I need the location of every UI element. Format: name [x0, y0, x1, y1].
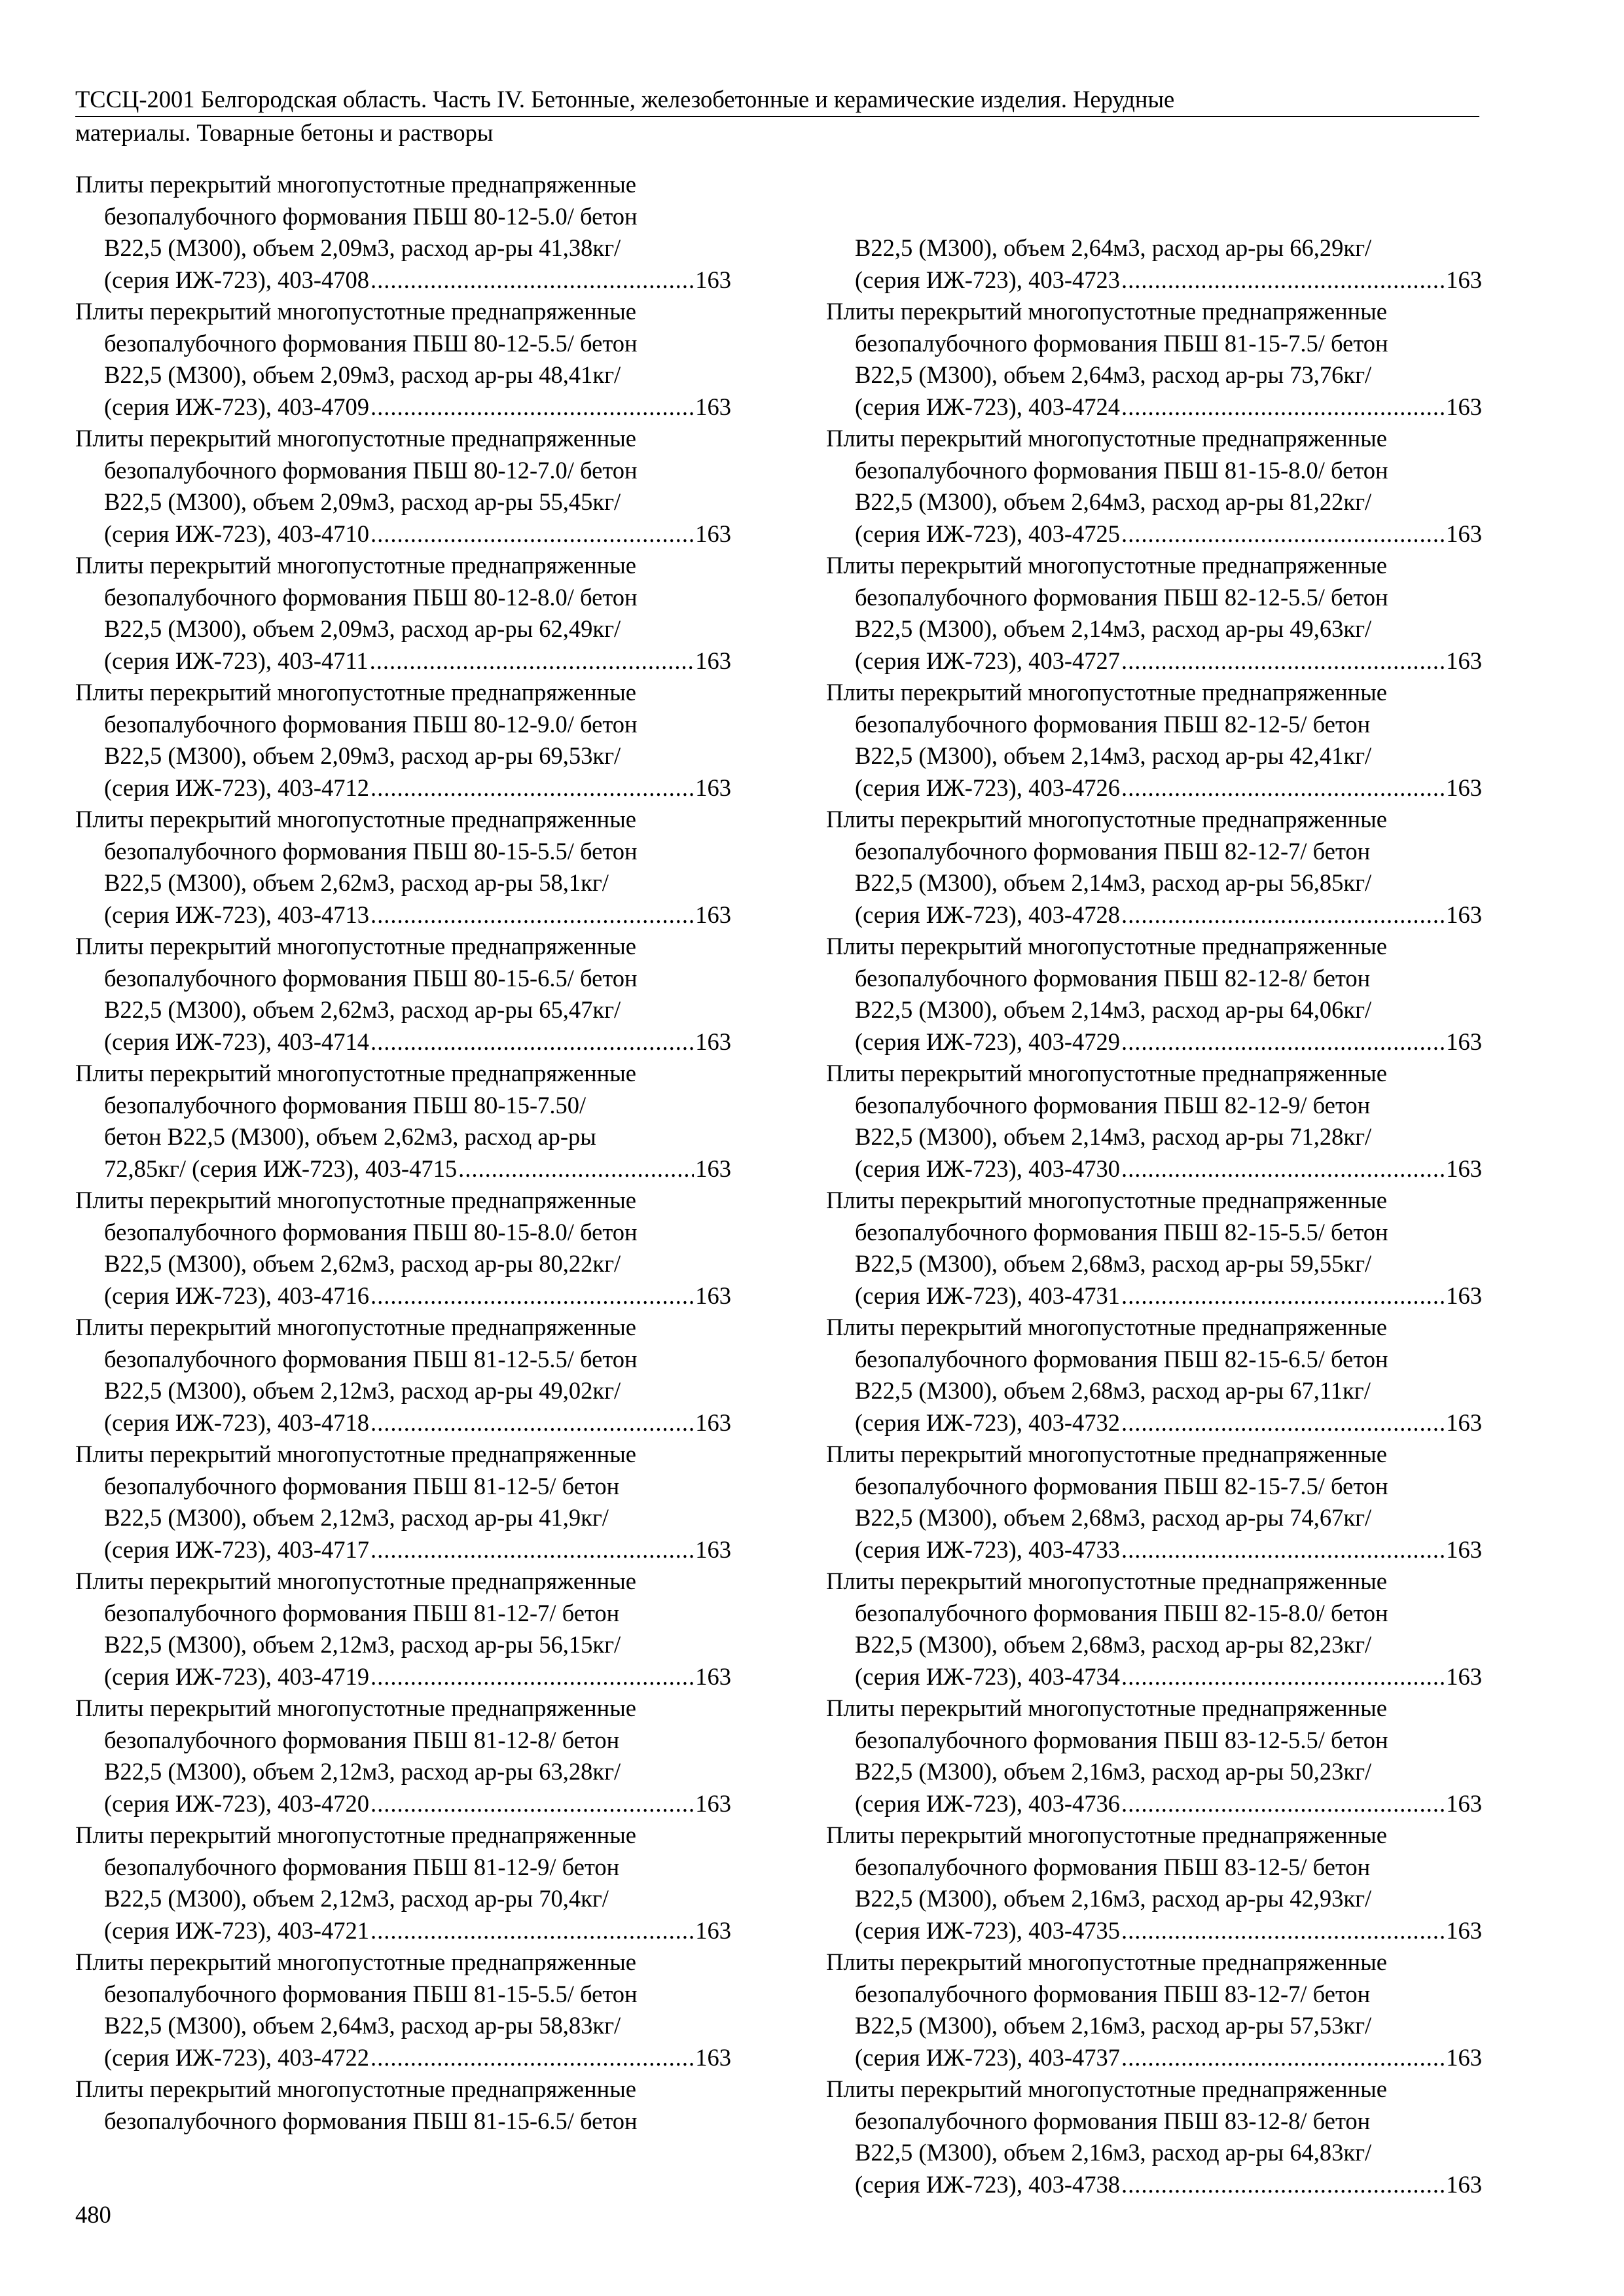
entry-code: (серия ИЖ-723), 403-4732: [855, 1408, 1120, 1436]
entry-last-line: [826, 899, 1482, 931]
entry-last-line: [75, 1788, 731, 1820]
index-entry: [75, 1439, 731, 1566]
entry-code: (серия ИЖ-723), 403-4733: [855, 1535, 1120, 1563]
entry-line: В22,5 (М300), объем 2,16м3, расход ар-ры 64,83кг/: [855, 2139, 1372, 2166]
entry-line: Плиты перекрытий многопустотные преднапряженные: [75, 679, 636, 706]
entry-line: Плиты перекрытий многопустотные преднапряженные: [826, 1948, 1387, 1975]
entry-page-ref: 163: [1446, 2170, 1482, 2198]
dot-leader: [1121, 1280, 1445, 1312]
entry-page-ref: 163: [695, 266, 731, 293]
entry-page-ref: 163: [1446, 901, 1482, 928]
dot-leader: [1121, 1788, 1445, 1820]
entry-line: безопалубочного формования ПБШ 82-12-9/ бетон: [855, 1091, 1371, 1119]
entry-line: Плиты перекрытий многопустотные преднапряженные: [75, 933, 636, 960]
entry-last-line: [75, 899, 731, 931]
entry-line: В22,5 (М300), объем 2,09м3, расход ар-ры 41,38кг/: [104, 234, 621, 261]
index-entry: [75, 1185, 731, 1312]
dot-leader: [1121, 1026, 1445, 1058]
index-entry: [826, 1820, 1482, 1946]
entry-code: (серия ИЖ-723), 403-4712: [104, 774, 369, 801]
entry-line: Плиты перекрытий многопустотные преднапряженные: [826, 1060, 1387, 1086]
entry-page-ref: 163: [695, 1408, 731, 1436]
entry-line: В22,5 (М300), объем 2,12м3, расход ар-ры 63,28кг/: [104, 1758, 621, 1785]
entry-last-line: [826, 1788, 1482, 1820]
running-header-line-1: ТССЦ-2001 Белгородская область. Часть IV. Бетонные, железобетонные и керамические изделия. Нерудные: [75, 86, 1175, 113]
entry-line: Плиты перекрытий многопустотные преднапряженные: [826, 552, 1387, 579]
entry-line: Плиты перекрытий многопустотные преднапряженные: [75, 1948, 636, 1975]
entry-code: 72,85кг/ (серия ИЖ-723), 403-4715: [104, 1155, 458, 1182]
entry-code: (серия ИЖ-723), 403-4723: [855, 266, 1120, 293]
entry-line: безопалубочного формования ПБШ 81-12-5/ бетон: [104, 1472, 620, 1499]
entry-line: В22,5 (М300), объем 2,12м3, расход ар-ры 56,15кг/: [104, 1631, 621, 1658]
entry-line: безопалубочного формования ПБШ 80-15-8.0/ бетон: [104, 1218, 638, 1246]
entry-last-line: [826, 772, 1482, 804]
entry-line: Плиты перекрытий многопустотные преднапряженные: [826, 298, 1387, 325]
index-entry: [826, 931, 1482, 1058]
dot-leader: [370, 518, 694, 550]
index-entry: [75, 1693, 731, 1820]
entry-page-ref: 163: [695, 647, 731, 674]
entry-line: Плиты перекрытий многопустотные преднапряженные: [75, 806, 636, 833]
entry-page-ref: 163: [1446, 266, 1482, 293]
index-entry: [826, 1312, 1482, 1439]
entry-line: Плиты перекрытий многопустотные преднапряженные: [75, 1187, 636, 1213]
entry-line: Плиты перекрытий многопустотные преднапряженные: [826, 1441, 1387, 1467]
entry-last-line: [75, 1026, 731, 1058]
entry-last-line: [75, 645, 731, 677]
entry-line: Плиты перекрытий многопустотные преднапряженные: [826, 1695, 1387, 1721]
entry-page-ref: 163: [1446, 1028, 1482, 1055]
entry-page-ref: 163: [695, 393, 731, 420]
index-entry: [75, 1058, 731, 1185]
index-column-left: [75, 169, 731, 2137]
entry-last-line: [826, 1026, 1482, 1058]
entry-line: В22,5 (М300), объем 2,14м3, расход ар-ры 42,41кг/: [855, 742, 1372, 769]
entry-page-ref: 163: [695, 901, 731, 928]
entry-page-ref: 163: [695, 1282, 731, 1309]
entry-line: В22,5 (М300), объем 2,09м3, расход ар-ры 55,45кг/: [104, 488, 621, 515]
index-column-right: [826, 169, 1482, 2200]
entry-last-line: [826, 391, 1482, 423]
entry-line: В22,5 (М300), объем 2,68м3, расход ар-ры 82,23кг/: [855, 1631, 1372, 1658]
entry-page-ref: 163: [1446, 393, 1482, 420]
index-entry: [826, 1185, 1482, 1312]
dot-leader: [370, 772, 694, 804]
dot-leader: [370, 1407, 694, 1439]
dot-leader: [370, 1788, 694, 1820]
dot-leader: [1121, 899, 1445, 931]
index-entry: [75, 804, 731, 931]
entry-line: безопалубочного формования ПБШ 81-15-7.5/ бетон: [855, 329, 1388, 357]
entry-line: Плиты перекрытий многопустотные преднапряженные: [826, 806, 1387, 833]
index-entry: [75, 169, 731, 296]
entry-line: В22,5 (М300), объем 2,14м3, расход ар-ры 56,85кг/: [855, 869, 1372, 896]
dot-leader: [370, 391, 694, 423]
entry-code: (серия ИЖ-723), 403-4713: [104, 901, 369, 928]
running-header-line-2: материалы. Товарные бетоны и растворы: [75, 119, 494, 146]
entry-line: Плиты перекрытий многопустотные преднапряженные: [826, 1821, 1387, 1848]
entry-line: безопалубочного формования ПБШ 80-12-5.5/ бетон: [104, 329, 638, 357]
dot-leader: [370, 1534, 694, 1566]
entry-line: Плиты перекрытий многопустотные преднапряженные: [75, 1060, 636, 1086]
entry-line: безопалубочного формования ПБШ 82-15-7.5/ бетон: [855, 1472, 1388, 1499]
index-entry: [75, 1566, 731, 1693]
entry-page-ref: 163: [695, 1028, 731, 1055]
entry-line: безопалубочного формования ПБШ 80-12-9.0/ бетон: [104, 710, 638, 738]
entry-last-line: [75, 1915, 731, 1947]
entry-line: безопалубочного формования ПБШ 80-15-6.5/ бетон: [104, 964, 638, 992]
entry-line: безопалубочного формования ПБШ 81-12-5.5/ бетон: [104, 1345, 638, 1372]
entry-code: (серия ИЖ-723), 403-4709: [104, 393, 369, 420]
entry-line: Плиты перекрытий многопустотные преднапряженные: [826, 679, 1387, 706]
entry-line: В22,5 (М300), объем 2,16м3, расход ар-ры 42,93кг/: [855, 1885, 1372, 1912]
entry-last-line: [826, 1153, 1482, 1185]
entry-last-line: [75, 264, 731, 296]
index-entry: [75, 677, 731, 804]
entry-line: бетон В22,5 (М300), объем 2,62м3, расход ар-ры: [104, 1123, 596, 1150]
entry-code: (серия ИЖ-723), 403-4708: [104, 266, 369, 293]
dot-leader: [370, 645, 695, 677]
index-entry: [826, 296, 1482, 423]
entry-line: безопалубочного формования ПБШ 82-15-5.5/ бетон: [855, 1218, 1388, 1246]
index-entry: [75, 1820, 731, 1946]
entry-code: (серия ИЖ-723), 403-4729: [855, 1028, 1120, 1055]
entry-line: В22,5 (М300), объем 2,16м3, расход ар-ры 57,53кг/: [855, 2012, 1372, 2039]
index-entry: [75, 423, 731, 550]
entry-code: (серия ИЖ-723), 403-4725: [855, 520, 1120, 547]
entry-page-ref: 163: [1446, 1535, 1482, 1563]
dot-leader: [370, 1661, 694, 1693]
entry-line: Плиты перекрытий многопустотные преднапряженные: [75, 1821, 636, 1848]
entry-line: Плиты перекрытий многопустотные преднапряженные: [826, 2075, 1387, 2102]
entry-code: (серия ИЖ-723), 403-4717: [104, 1535, 369, 1563]
dot-leader: [370, 899, 694, 931]
entry-last-line: [75, 1280, 731, 1312]
entry-line: В22,5 (М300), объем 2,68м3, расход ар-ры 74,67кг/: [855, 1504, 1372, 1531]
entry-page-ref: 163: [1446, 774, 1482, 801]
entry-line: Плиты перекрытий многопустотные преднапряженные: [75, 1441, 636, 1467]
entry-line: В22,5 (М300), объем 2,68м3, расход ар-ры 67,11кг/: [855, 1377, 1371, 1404]
entry-page-ref: 163: [695, 520, 731, 547]
entry-line: В22,5 (М300), объем 2,12м3, расход ар-ры 49,02кг/: [104, 1377, 621, 1404]
entry-line: В22,5 (М300), объем 2,09м3, расход ар-ры 48,41кг/: [104, 361, 621, 388]
index-entry: [826, 1439, 1482, 1566]
entry-code: (серия ИЖ-723), 403-4736: [855, 1789, 1120, 1817]
entry-last-line: [75, 772, 731, 804]
entry-code: (серия ИЖ-723), 403-4716: [104, 1282, 369, 1309]
entry-page-ref: 163: [1446, 1662, 1482, 1690]
entry-page-ref: 163: [1446, 520, 1482, 547]
entry-line: безопалубочного формования ПБШ 82-15-8.0/ бетон: [855, 1599, 1388, 1626]
dot-leader: [370, 264, 694, 296]
entry-line: Плиты перекрытий многопустотные преднапряженные: [75, 552, 636, 579]
dot-leader: [1121, 391, 1445, 423]
index-entry: [826, 1946, 1482, 2073]
entry-line: безопалубочного формования ПБШ 82-12-8/ бетон: [855, 964, 1371, 992]
index-entry: [826, 1693, 1482, 1820]
entry-line: безопалубочного формования ПБШ 82-12-5.5/ бетон: [855, 583, 1388, 611]
entry-line: безопалубочного формования ПБШ 81-15-8.0/ бетон: [855, 456, 1388, 484]
entry-line: безопалубочного формования ПБШ 81-12-9/ бетон: [104, 1853, 620, 1880]
entry-line: безопалубочного формования ПБШ 80-15-7.50/: [104, 1091, 586, 1119]
entry-code: (серия ИЖ-723), 403-4727: [855, 647, 1120, 674]
entry-page-ref: 163: [1446, 647, 1482, 674]
entry-last-line: [826, 1407, 1482, 1439]
entry-code: (серия ИЖ-723), 403-4728: [855, 901, 1120, 928]
entry-line: В22,5 (М300), объем 2,14м3, расход ар-ры 71,28кг/: [855, 1123, 1372, 1150]
entry-line: безопалубочного формования ПБШ 81-12-7/ бетон: [104, 1599, 620, 1626]
entry-line: безопалубочного формования ПБШ 82-15-6.5/ бетон: [855, 1345, 1388, 1372]
entry-last-line: [826, 645, 1482, 677]
entry-code: (серия ИЖ-723), 403-4711: [104, 647, 369, 674]
entry-page-ref: 163: [695, 774, 731, 801]
page-number: 480: [75, 2201, 111, 2228]
entry-code: (серия ИЖ-723), 403-4731: [855, 1282, 1120, 1309]
entry-line: безопалубочного формования ПБШ 83-12-8/ бетон: [855, 2107, 1371, 2134]
entry-line: безопалубочного формования ПБШ 81-15-5.5/ бетон: [104, 1980, 638, 2007]
entry-last-line: [826, 1661, 1482, 1693]
entry-line: Плиты перекрытий многопустотные преднапряженные: [75, 425, 636, 452]
index-entry: [75, 1946, 731, 2073]
dot-leader: [1121, 1407, 1445, 1439]
entry-line: В22,5 (М300), объем 2,64м3, расход ар-ры 58,83кг/: [104, 2012, 621, 2039]
entry-line: В22,5 (М300), объем 2,62м3, расход ар-ры 58,1кг/: [104, 869, 609, 896]
entry-page-ref: 163: [695, 2043, 731, 2071]
entry-code: (серия ИЖ-723), 403-4737: [855, 2043, 1120, 2071]
index-entry: [75, 550, 731, 677]
entry-last-line: [75, 1534, 731, 1566]
entry-line: В22,5 (М300), объем 2,09м3, расход ар-ры 69,53кг/: [104, 742, 621, 769]
entry-line: безопалубочного формования ПБШ 82-12-7/ бетон: [855, 837, 1371, 865]
index-entry: [826, 169, 1482, 296]
dot-leader: [1121, 2169, 1445, 2201]
dot-leader: [1121, 2042, 1445, 2074]
entry-line: безопалубочного формования ПБШ 80-15-5.5/ бетон: [104, 837, 638, 865]
index-entry: [75, 931, 731, 1058]
dot-leader: [1121, 1915, 1445, 1947]
index-entry: [75, 2073, 731, 2137]
dot-leader: [370, 1280, 694, 1312]
entry-line: Плиты перекрытий многопустотные преднапряженные: [75, 171, 636, 198]
entry-line: безопалубочного формования ПБШ 83-12-5.5/ бетон: [855, 1726, 1388, 1753]
entry-line: В22,5 (М300), объем 2,62м3, расход ар-ры 80,22кг/: [104, 1250, 621, 1277]
entry-page-ref: 163: [695, 1916, 731, 1944]
dot-leader: [458, 1153, 694, 1185]
entry-page-ref: 163: [695, 1662, 731, 1690]
entry-last-line: [826, 1915, 1482, 1947]
entry-line: безопалубочного формования ПБШ 83-12-5/ бетон: [855, 1853, 1371, 1880]
entry-line: В22,5 (М300), объем 2,62м3, расход ар-ры 65,47кг/: [104, 996, 621, 1023]
entry-line: безопалубочного формования ПБШ 83-12-7/ бетон: [855, 1980, 1371, 2007]
entry-code: (серия ИЖ-723), 403-4721: [104, 1916, 369, 1944]
entry-code: (серия ИЖ-723), 403-4730: [855, 1155, 1120, 1182]
dot-leader: [1121, 772, 1445, 804]
dot-leader: [1121, 264, 1445, 296]
entry-last-line: [75, 391, 731, 423]
dot-leader: [1121, 1534, 1445, 1566]
entry-code: (серия ИЖ-723), 403-4726: [855, 774, 1120, 801]
dot-leader: [1121, 518, 1445, 550]
entry-last-line: [75, 2042, 731, 2074]
entry-line: безопалубочного формования ПБШ 80-12-5.0/ бетон: [104, 202, 638, 230]
entry-line: Плиты перекрытий многопустотные преднапряженные: [826, 1568, 1387, 1594]
entry-line: безопалубочного формования ПБШ 81-15-6.5/ бетон: [104, 2107, 638, 2134]
index-entry: [75, 1312, 731, 1439]
entry-last-line: [75, 1661, 731, 1693]
entry-page-ref: 163: [1446, 1916, 1482, 1944]
entry-last-line: [826, 264, 1482, 296]
entry-line: безопалубочного формования ПБШ 82-12-5/ бетон: [855, 710, 1371, 738]
entry-line: В22,5 (М300), объем 2,14м3, расход ар-ры 64,06кг/: [855, 996, 1372, 1023]
dot-leader: [370, 2042, 694, 2074]
entry-code: (серия ИЖ-723), 403-4738: [855, 2170, 1120, 2198]
entry-line: В22,5 (М300), объем 2,68м3, расход ар-ры 59,55кг/: [855, 1250, 1372, 1277]
entry-line: Плиты перекрытий многопустотные преднапряженные: [826, 1314, 1387, 1340]
running-header: [75, 84, 1479, 149]
entry-page-ref: 163: [695, 1535, 731, 1563]
entry-code: (серия ИЖ-723), 403-4735: [855, 1916, 1120, 1944]
dot-leader: [1121, 1661, 1445, 1693]
entry-code: (серия ИЖ-723), 403-4714: [104, 1028, 369, 1055]
entry-line: Плиты перекрытий многопустотные преднапряженные: [826, 933, 1387, 960]
entry-code: (серия ИЖ-723), 403-4734: [855, 1662, 1120, 1690]
entry-page-ref: 163: [1446, 1408, 1482, 1436]
index-entry: [826, 1058, 1482, 1185]
dot-leader: [370, 1026, 694, 1058]
entry-last-line: [75, 1407, 731, 1439]
entry-last-line: [826, 2169, 1482, 2201]
entry-line: безопалубочного формования ПБШ 81-12-8/ бетон: [104, 1726, 620, 1753]
entry-line: Плиты перекрытий многопустотные преднапряженные: [75, 1568, 636, 1594]
entry-last-line: [826, 1280, 1482, 1312]
entry-page-ref: 163: [1446, 1282, 1482, 1309]
dot-leader: [1121, 645, 1445, 677]
entry-last-line: [826, 1534, 1482, 1566]
entry-line: безопалубочного формования ПБШ 80-12-8.0/ бетон: [104, 583, 638, 611]
index-entry: [826, 423, 1482, 550]
dot-leader: [370, 1915, 694, 1947]
entry-page-ref: 163: [1446, 1789, 1482, 1817]
entry-line: Плиты перекрытий многопустотные преднапряженные: [75, 298, 636, 325]
index-entry: [826, 550, 1482, 677]
entry-last-line: [826, 518, 1482, 550]
index-entry: [826, 2073, 1482, 2200]
entry-line: Плиты перекрытий многопустотные преднапряженные: [75, 1695, 636, 1721]
index-entry: [75, 296, 731, 423]
entry-line: В22,5 (М300), объем 2,12м3, расход ар-ры 70,4кг/: [104, 1885, 609, 1912]
entry-line: безопалубочного формования ПБШ 80-12-7.0/ бетон: [104, 456, 638, 484]
dot-leader: [1121, 1153, 1445, 1185]
entry-line: Плиты перекрытий многопустотные преднапряженные: [75, 1314, 636, 1340]
entry-line: Плиты перекрытий многопустотные преднапряженные: [75, 2075, 636, 2102]
entry-last-line: [75, 518, 731, 550]
entry-code: (серия ИЖ-723), 403-4722: [104, 2043, 369, 2071]
index-entry: [826, 677, 1482, 804]
entry-last-line: [75, 1153, 731, 1185]
entry-last-line: [826, 2042, 1482, 2074]
entry-line: В22,5 (М300), объем 2,14м3, расход ар-ры 49,63кг/: [855, 615, 1372, 642]
entry-code: (серия ИЖ-723), 403-4719: [104, 1662, 369, 1690]
entry-code: (серия ИЖ-723), 403-4710: [104, 520, 369, 547]
entry-line: В22,5 (М300), объем 2,64м3, расход ар-ры 73,76кг/: [855, 361, 1372, 388]
index-entry: [826, 1566, 1482, 1693]
entry-line: Плиты перекрытий многопустотные преднапряженные: [826, 1187, 1387, 1213]
entry-line: В22,5 (М300), объем 2,16м3, расход ар-ры 50,23кг/: [855, 1758, 1372, 1785]
entry-code: (серия ИЖ-723), 403-4720: [104, 1789, 369, 1817]
index-entry: [826, 804, 1482, 931]
entry-line: В22,5 (М300), объем 2,64м3, расход ар-ры 66,29кг/: [855, 234, 1372, 261]
entry-code: (серия ИЖ-723), 403-4718: [104, 1408, 369, 1436]
entry-line: В22,5 (М300), объем 2,09м3, расход ар-ры 62,49кг/: [104, 615, 621, 642]
entry-page-ref: 163: [695, 1155, 731, 1182]
entry-page-ref: 163: [695, 1789, 731, 1817]
entry-line: В22,5 (М300), объем 2,12м3, расход ар-ры 41,9кг/: [104, 1504, 609, 1531]
entry-line: В22,5 (М300), объем 2,64м3, расход ар-ры 81,22кг/: [855, 488, 1372, 515]
entry-code: (серия ИЖ-723), 403-4724: [855, 393, 1120, 420]
entry-page-ref: 163: [1446, 2043, 1482, 2071]
entry-page-ref: 163: [1446, 1155, 1482, 1182]
entry-line: Плиты перекрытий многопустотные преднапряженные: [826, 425, 1387, 452]
